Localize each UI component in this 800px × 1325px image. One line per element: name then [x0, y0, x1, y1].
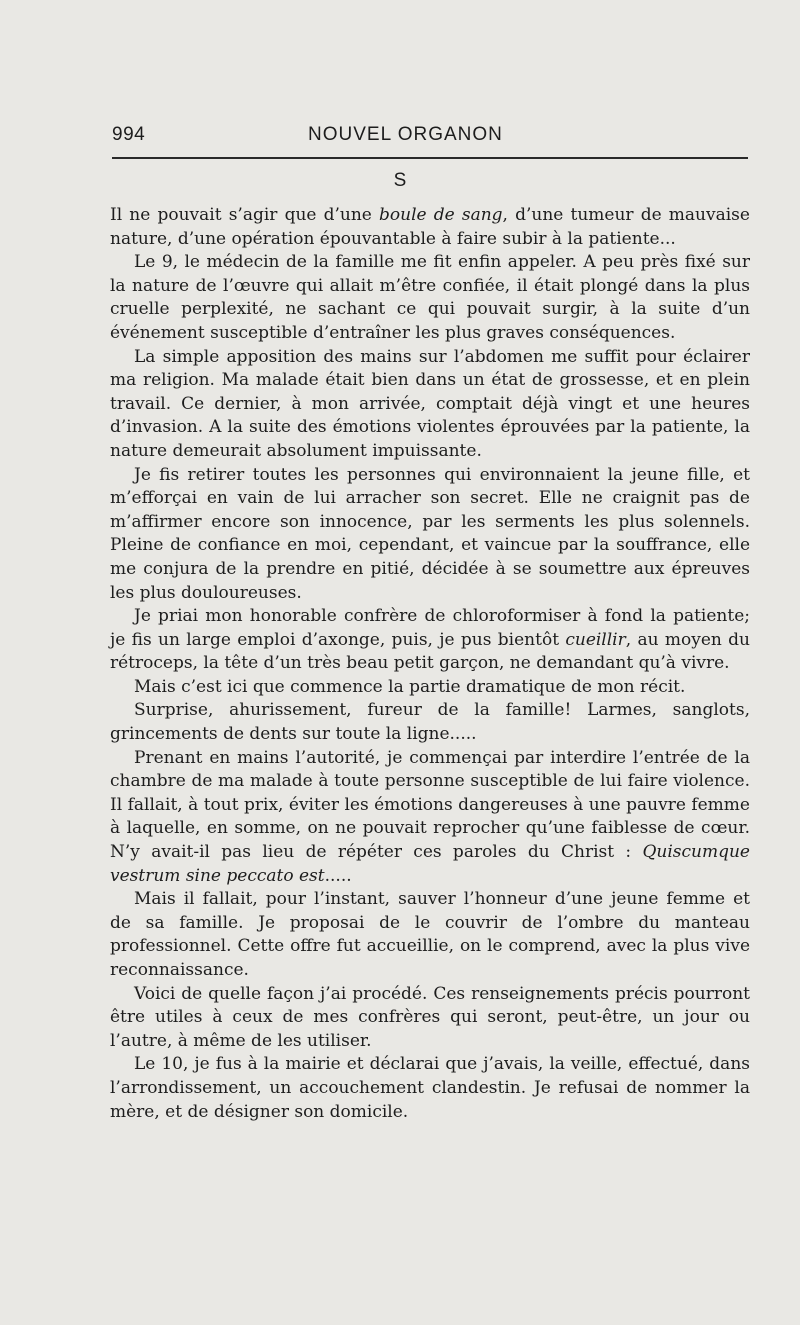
paragraph: [110, 204, 750, 251]
paragraph-text: Le 10, je fus à la mairie et déclarai que j’avais, la veille, effectué, dans l’arrondissement, un accouchement clandestin. Je refusai de nommer la mère, et de désigner son domicile.: [110, 1054, 750, 1122]
italic-text: cueillir: [565, 629, 626, 650]
paragraph: [110, 747, 750, 889]
running-title: NOUVEL ORGANON: [308, 124, 503, 145]
section-letter: S: [393, 170, 407, 191]
paragraph: [110, 464, 750, 606]
italic-text: Quiscumque vestrum sine peccato est: [110, 842, 750, 886]
paragraph: [110, 605, 750, 676]
header-rule: [112, 157, 748, 159]
page-header: [112, 124, 746, 154]
paragraph-text: Voici de quelle façon j’ai procédé. Ces renseignements précis pourront être utiles à ceux de mes confrères qui seront, peut-être, un jour ou l’autre, à même de les utiliser.: [110, 983, 750, 1051]
paragraph-text: .....: [324, 865, 352, 886]
paragraph-text: , d’une tumeur de mauvaise nature, d’une opération épouvantable à faire subir à la patiente...: [110, 205, 750, 249]
paragraph-text: Mais c’est ici que commence la partie dramatique de mon récit.: [134, 676, 686, 697]
paragraph-text: Je priai mon honorable confrère de chloroformiser à fond la patiente; je fis un large emploi d’axonge, puis, je pus bientôt: [110, 606, 750, 650]
paragraph-text: Le 9, le médecin de la famille me fit enfin appeler. A peu près fixé sur la nature de l’œuvre qui allait m’être confiée, il était plongé dans la plus cruelle perplexité, ne sachant ce qui pouvait surgir, à la suite d’un événement susceptible d’entraîner les plus graves conséquences.: [110, 252, 750, 343]
paragraph-text: , au moyen du rétroceps, la tête d’un très beau petit garçon, ne demandant qu’à vivre.: [110, 629, 750, 674]
paragraph-text: La simple apposition des mains sur l’abdomen me suffit pour éclairer ma religion. Ma malade était bien dans un état de grossesse, et en plein travail. Ce dernier, à mon arrivée, comptait déjà vingt et une heures d’invasion. A la suite des émotions violentes éprouvées par la patiente, la nature demeurait absolument impuissante.: [110, 346, 750, 461]
paragraph: [110, 1053, 750, 1124]
paragraph: [110, 888, 750, 982]
paragraph: [110, 346, 750, 464]
paragraph-text: Il ne pouvait s’agir que d’une: [110, 205, 380, 225]
paragraph: [110, 251, 750, 345]
paragraph: [110, 699, 750, 746]
paragraph: [110, 676, 750, 700]
paragraph: [110, 983, 750, 1054]
paragraph-text: Prenant en mains l’autorité, je commençai par interdire l’entrée de la chambre de ma malade à toute personne susceptible de lui faire violence. Il fallait, à tout prix, éviter les émotions dangereuses à une pauvre femme à laquelle, en somme, on ne pouvait reprocher qu’une faiblesse de cœur. N’y avait-il pas lieu de répéter ces paroles du Christ :: [110, 747, 750, 863]
paragraph-text: Mais il fallait, pour l’instant, sauver l’honneur d’une jeune femme et de sa famille. Je proposai de le couvrir de l’ombre du manteau professionnel. Cette offre fut accueillie, on le comprend, avec la plus vive reconnaissance.: [110, 889, 750, 980]
page-number: 994: [112, 124, 146, 145]
paragraph-text: Surprise, ahurissement, fureur de la famille! Larmes, sanglots, grincements de dents sur toute la ligne.....: [110, 700, 750, 745]
paragraph-text: Je fis retirer toutes les personnes qui environnaient la jeune fille, et m’efforçai en vain de lui arracher son secret. Elle ne craignit pas de m’affirmer encore son innocence, par les serments les plus solennels. Pleine de confiance en moi, cependant, et vaincue par la souffrance, elle me conjura de la prendre en pitié, décidée à se soumettre aux épreuves les plus douloureuses.: [110, 464, 750, 603]
body-text: [110, 204, 750, 1124]
italic-text: boule de sang: [379, 205, 503, 225]
